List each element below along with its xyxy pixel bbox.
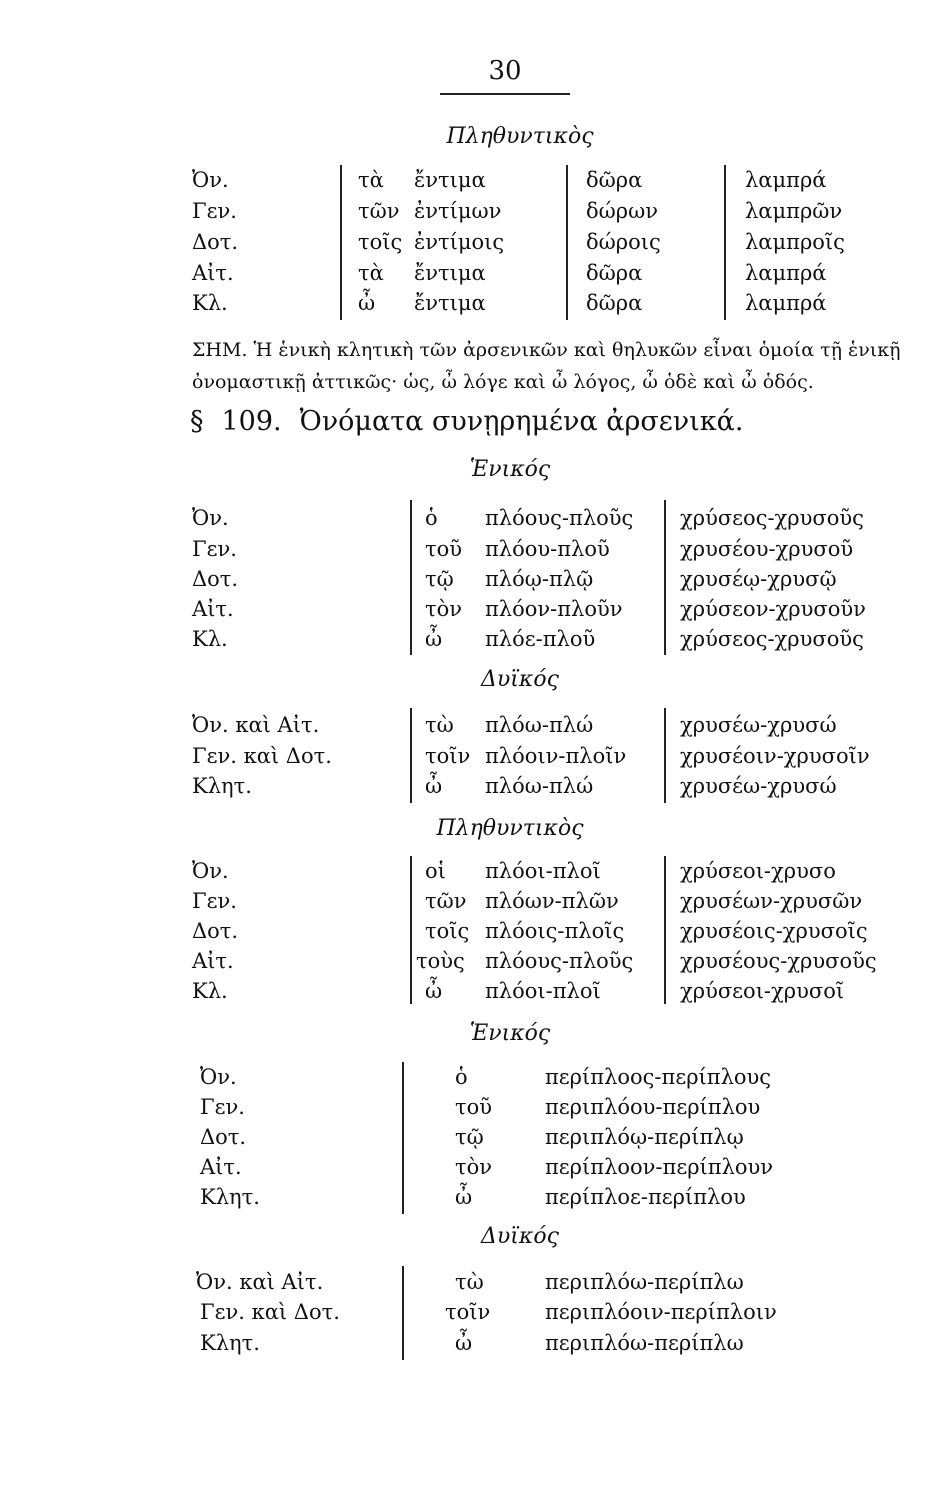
case-label: Γεν. bbox=[192, 199, 237, 223]
form-doron: δῶρα bbox=[586, 261, 643, 285]
case-label: Αἰτ. bbox=[192, 597, 234, 621]
article: τοῖς bbox=[358, 230, 403, 254]
article: τοῖν bbox=[425, 744, 471, 768]
block2-dual-header: Δυϊκός bbox=[481, 667, 559, 692]
article: τὸν bbox=[425, 597, 463, 621]
grammar-note: ΣΗΜ. Ἡ ἑνικὴ κλητικὴ τῶν ἀρσενικῶν καὶ θηλυκῶν εἶναι ὁμοία τῇ ἑνικῇ ὀνομαστικῇ ἀττικῶς· ὡς, ὦ λόγε καὶ ὦ λόγος, ὦ ὁδὲ καὶ ὦ ὁδός. bbox=[192, 339, 901, 393]
form-plous: πλόω-πλώ bbox=[485, 774, 594, 798]
form-lampros: λαμπρά bbox=[745, 291, 827, 315]
form-chrysous: χρύσεος-χρυσοῦς bbox=[680, 627, 864, 651]
form-lampros: λαμπροῖς bbox=[745, 230, 845, 254]
table1-row bbox=[0, 199, 941, 228]
form-periplous: περίπλοος-περίπλους bbox=[545, 1065, 772, 1089]
block2-plural-header: Πληθυντικὸς bbox=[436, 816, 584, 841]
form-entimos: ἔντιμα bbox=[414, 261, 486, 285]
form-plous: πλόοι-πλοῖ bbox=[485, 859, 601, 883]
case-label: Γεν. bbox=[200, 1095, 245, 1119]
table-row bbox=[0, 889, 941, 918]
section-heading bbox=[190, 406, 761, 437]
form-plous: πλόους-πλοῦς bbox=[485, 949, 634, 973]
table-row bbox=[0, 627, 941, 656]
article: ὁ bbox=[425, 506, 438, 530]
article: ὦ bbox=[425, 774, 443, 798]
case-label: Κλ. bbox=[192, 979, 228, 1003]
table-row bbox=[0, 919, 941, 948]
form-plous: πλόοις-πλοῖς bbox=[485, 919, 625, 943]
article: τοῖς bbox=[425, 919, 470, 943]
form-entimos: ἐντίμων bbox=[414, 199, 502, 223]
block2-singular-header: Ἑνικός bbox=[469, 457, 551, 482]
table-row bbox=[0, 774, 941, 803]
case-label: Ὀν. bbox=[200, 1065, 237, 1089]
article: τῷ bbox=[455, 1125, 484, 1149]
article: τὰ bbox=[358, 168, 384, 192]
article: τῶν bbox=[425, 889, 467, 913]
form-entimos: ἐντίμοις bbox=[414, 230, 505, 254]
table-row bbox=[0, 506, 941, 535]
case-label: Γεν. καὶ Δοτ. bbox=[192, 744, 332, 768]
table-row bbox=[0, 1125, 941, 1154]
case-label: Κλ. bbox=[192, 627, 228, 651]
table-row bbox=[0, 979, 941, 1008]
table-row bbox=[0, 1270, 941, 1299]
block3-singular-header: Ἑνικός bbox=[469, 1021, 551, 1046]
article: ὦ bbox=[358, 291, 376, 315]
table1-row bbox=[0, 230, 941, 259]
form-plous: πλόου-πλοῦ bbox=[485, 537, 610, 561]
form-plous: πλόε-πλοῦ bbox=[485, 627, 596, 651]
form-chrysous: χρύσεοι-χρυσοῖ bbox=[680, 979, 845, 1003]
section-symbol: § bbox=[190, 406, 204, 437]
form-lampros: λαμπρά bbox=[745, 261, 827, 285]
table-row bbox=[0, 537, 941, 566]
case-label: Γεν. καὶ Δοτ. bbox=[200, 1300, 340, 1324]
section-number: 109. bbox=[221, 406, 282, 437]
case-label: Κλητ. bbox=[192, 774, 252, 798]
article: τοὺς bbox=[416, 949, 465, 973]
form-chrysous: χρύσεον-χρυσοῦν bbox=[680, 597, 866, 621]
article: τὰ bbox=[358, 261, 384, 285]
case-label: Κλ. bbox=[192, 291, 228, 315]
form-plous: πλόοι-πλοῖ bbox=[485, 979, 601, 1003]
form-periplous: περιπλόοιν-περίπλοιν bbox=[545, 1300, 777, 1324]
form-entimos: ἔντιμα bbox=[414, 291, 486, 315]
case-label: Γεν. bbox=[192, 537, 237, 561]
form-plous: πλόον-πλοῦν bbox=[485, 597, 623, 621]
table-row bbox=[0, 713, 941, 742]
table-row bbox=[0, 859, 941, 888]
article: τὼ bbox=[455, 1270, 484, 1294]
article: ὁ bbox=[455, 1065, 468, 1089]
table1-header: Πληθυντικὸς bbox=[446, 124, 594, 149]
form-doron: δώρων bbox=[586, 199, 659, 223]
form-chrysous: χρυσέω-χρυσώ bbox=[680, 713, 837, 737]
form-doron: δῶρα bbox=[586, 168, 643, 192]
form-periplous: περίπλοον-περίπλουν bbox=[545, 1155, 774, 1179]
form-periplous: περίπλοε-περίπλου bbox=[545, 1185, 746, 1209]
article: οἱ bbox=[425, 859, 446, 883]
form-doron: δώροις bbox=[586, 230, 661, 254]
case-label: Αἰτ. bbox=[192, 949, 234, 973]
form-chrysous: χρυσέου-χρυσοῦ bbox=[680, 537, 854, 561]
case-label: Ὀν. bbox=[192, 859, 229, 883]
form-chrysous: χρυσέοιν-χρυσοῖν bbox=[680, 744, 870, 768]
table1-row bbox=[0, 168, 941, 197]
table-row bbox=[0, 1095, 941, 1124]
article: ὦ bbox=[425, 979, 443, 1003]
table-row bbox=[0, 567, 941, 596]
case-label: Δοτ. bbox=[200, 1125, 247, 1149]
case-label: Αἰτ. bbox=[200, 1155, 242, 1179]
case-label: Δοτ. bbox=[192, 919, 239, 943]
article: ὦ bbox=[425, 627, 443, 651]
case-label: Δοτ. bbox=[192, 230, 239, 254]
form-periplous: περιπλόω-περίπλω bbox=[545, 1331, 744, 1355]
table-row bbox=[0, 744, 941, 773]
form-entimos: ἔντιμα bbox=[414, 168, 486, 192]
page-number: 30 bbox=[488, 56, 522, 86]
case-label: Ὀν. bbox=[192, 168, 229, 192]
form-lampros: λαμπρά bbox=[745, 168, 827, 192]
form-plous: πλόων-πλῶν bbox=[485, 889, 619, 913]
table-row bbox=[0, 1065, 941, 1094]
form-chrysous: χρυσέῳ-χρυσῷ bbox=[680, 567, 837, 591]
block3-dual-header: Δυϊκός bbox=[481, 1224, 559, 1249]
case-label: Γεν. bbox=[192, 889, 237, 913]
case-label: Αἰτ. bbox=[192, 261, 234, 285]
table1-row bbox=[0, 291, 941, 320]
page-number-rule bbox=[440, 93, 570, 95]
table-row bbox=[0, 1300, 941, 1329]
form-chrysous: χρύσεοι-χρυσο bbox=[680, 859, 836, 883]
case-label: Δοτ. bbox=[192, 567, 239, 591]
case-label: Ὀν. καὶ Αἰτ. bbox=[196, 1270, 324, 1294]
table-row bbox=[0, 949, 941, 978]
form-periplous: περιπλόῳ-περίπλῳ bbox=[545, 1125, 744, 1149]
article: ὦ bbox=[455, 1185, 473, 1209]
article: τοῦ bbox=[425, 537, 463, 561]
article: τὼ bbox=[425, 713, 454, 737]
form-chrysous: χρύσεος-χρυσοῦς bbox=[680, 506, 864, 530]
form-plous: πλόους-πλοῦς bbox=[485, 506, 634, 530]
article: τοῖν bbox=[445, 1300, 491, 1324]
form-chrysous: χρυσέοις-χρυσοῖς bbox=[680, 919, 868, 943]
form-plous: πλόῳ-πλῷ bbox=[485, 567, 594, 591]
table-row bbox=[0, 597, 941, 626]
case-label: Κλητ. bbox=[200, 1185, 260, 1209]
article: τῶν bbox=[358, 199, 400, 223]
form-plous: πλόοιν-πλοῖν bbox=[485, 744, 627, 768]
table-row bbox=[0, 1155, 941, 1184]
form-doron: δῶρα bbox=[586, 291, 643, 315]
table-row bbox=[0, 1185, 941, 1214]
case-label: Ὀν. bbox=[192, 506, 229, 530]
table1-row bbox=[0, 261, 941, 290]
form-chrysous: χρυσέους-χρυσοῦς bbox=[680, 949, 877, 973]
form-periplous: περιπλόου-περίπλου bbox=[545, 1095, 761, 1119]
article: τοῦ bbox=[455, 1095, 493, 1119]
case-label: Κλητ. bbox=[200, 1331, 260, 1355]
section-title: Ὀνόματα συνῃρημένα ἀρσενικά. bbox=[299, 406, 744, 437]
form-plous: πλόω-πλώ bbox=[485, 713, 594, 737]
form-lampros: λαμπρῶν bbox=[745, 199, 843, 223]
form-chrysous: χρυσέων-χρυσῶν bbox=[680, 889, 863, 913]
case-label: Ὀν. καὶ Αἰτ. bbox=[192, 713, 320, 737]
article: τῷ bbox=[425, 567, 454, 591]
article: τὸν bbox=[455, 1155, 493, 1179]
form-chrysous: χρυσέω-χρυσώ bbox=[680, 774, 837, 798]
form-periplous: περιπλόω-περίπλω bbox=[545, 1270, 744, 1294]
article: ὦ bbox=[455, 1331, 473, 1355]
table-row bbox=[0, 1331, 941, 1360]
